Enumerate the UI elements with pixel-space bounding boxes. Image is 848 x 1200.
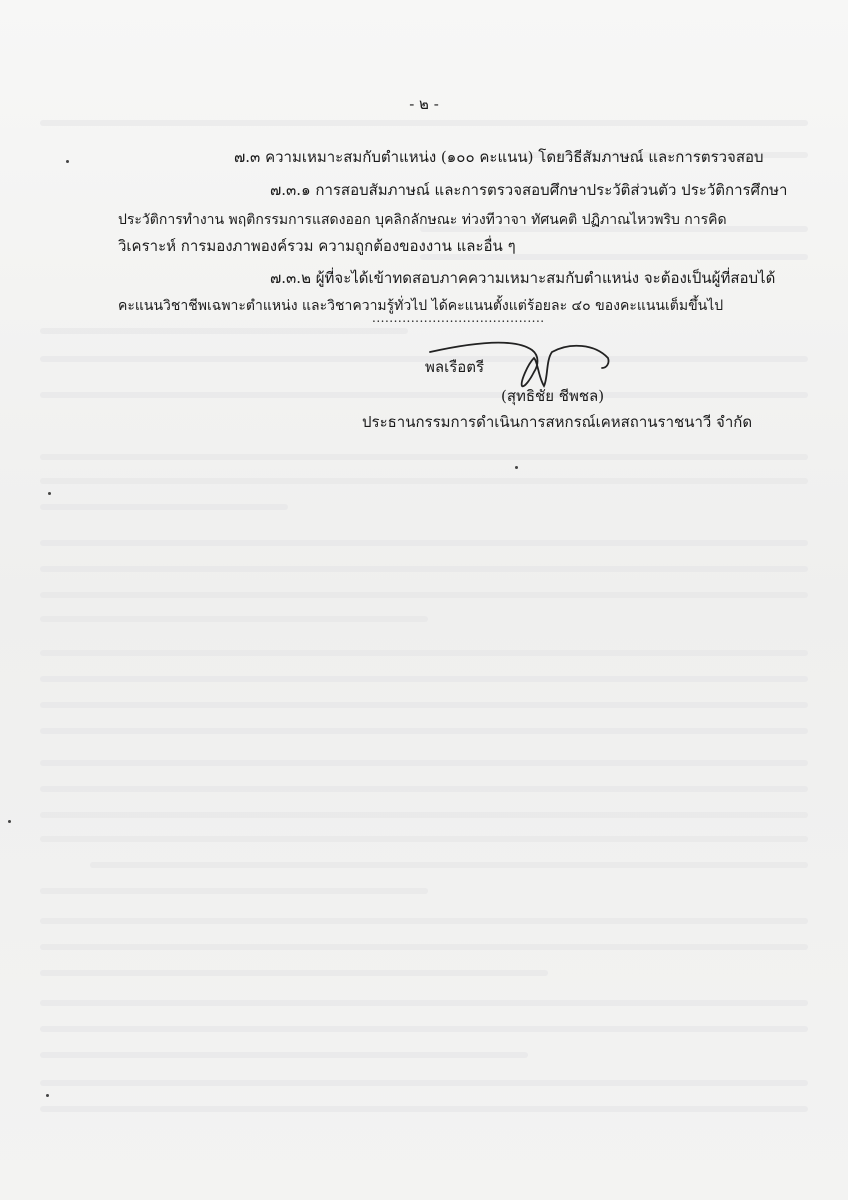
scan-speck [66,160,69,163]
bleed-through-line [40,592,808,598]
bleed-through-line [40,786,808,792]
bleed-through-line [40,540,808,546]
bleed-through-line [40,454,808,460]
bleed-through-line [40,616,428,622]
signer-rank: พลเรือตรี [425,358,485,376]
signature-dotted-line: ........................................ [372,311,545,325]
signer-title: ประธานกรรมการดำเนินการสหกรณ์เคหสถานราชนาวี จำกัด [362,413,753,431]
scan-speck [515,466,518,469]
bleed-through-line [40,728,808,734]
bleed-through-line [40,702,808,708]
clause-7-3: ๗.๓ ความเหมาะสมกับตำแหน่ง (๑๐๐ คะแนน) โดยวิธีสัมภาษณ์ และการตรวจสอบ [234,148,764,166]
bleed-through-line [40,1052,528,1058]
bleed-through-line [40,1026,808,1032]
clause-7-3-1-continued-b: วิเคราะห์ การมองภาพองค์รวม ความถูกต้องของงาน และอื่น ๆ [118,237,516,255]
bleed-through-line [40,944,808,950]
clause-7-3-2-continued: คะแนนวิชาชีพเฉพาะตำแหน่ง และวิชาความรู้ทั่วไป ได้คะแนนตั้งแต่ร้อยละ ๔๐ ของคะแนนเต็มขึ้นไป [118,298,724,314]
bleed-through-line [40,918,808,924]
bleed-through-line [40,1080,808,1086]
bleed-through-line [40,566,808,572]
bleed-through-line [40,760,808,766]
bleed-through-line [40,504,288,510]
bleed-through-line [40,650,808,656]
scan-speck [48,492,51,495]
scan-speck [8,820,11,823]
bleed-through-line [40,478,808,484]
clause-7-3-2: ๗.๓.๒ ผู้ที่จะได้เข้าทดสอบภาคความเหมาะสมกับตำแหน่ง จะต้องเป็นผู้ที่สอบได้ [270,269,776,287]
bleed-through-line [40,970,548,976]
bleed-through-line [40,1106,808,1112]
bleed-through-line [40,328,408,334]
bleed-through-line [40,812,808,818]
clause-7-3-1: ๗.๓.๑ การสอบสัมภาษณ์ และการตรวจสอบศึกษาประวัติส่วนตัว ประวัติการศึกษา [270,181,788,199]
bleed-through-line [40,676,808,682]
bleed-through-line [40,1000,808,1006]
clause-7-3-1-continued-a: ประวัติการทำงาน พฤติกรรมการแสดงออก บุคลิกลักษณะ ท่วงทีวาจา ทัศนคติ ปฏิภาณไหวพริบ การคิด [118,212,727,228]
bleed-through-line [40,836,808,842]
bleed-through-line [40,120,808,126]
page-number: - ๒ - [409,95,439,113]
scan-speck [46,1094,49,1097]
bleed-through-line [90,862,808,868]
signer-name: (สุทธิชัย ชีพชล) [501,387,605,405]
bleed-through-line [40,392,808,398]
bleed-through-line [40,888,428,894]
